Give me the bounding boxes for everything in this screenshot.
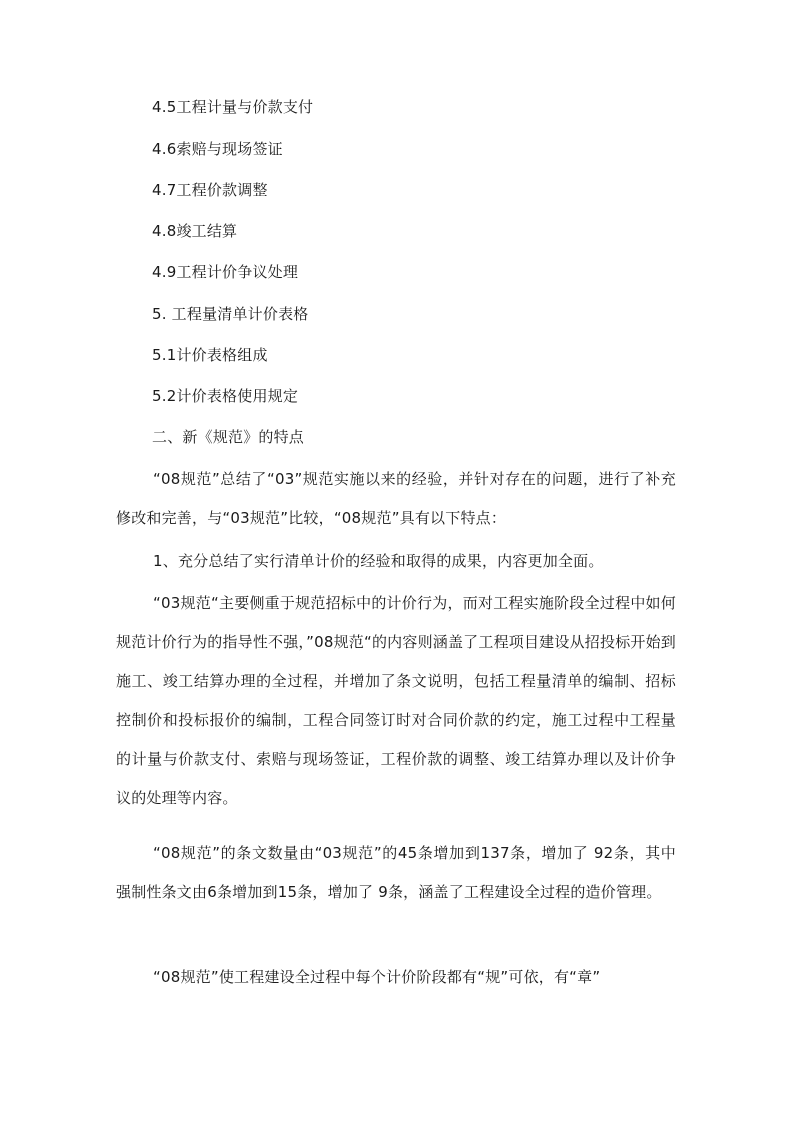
outline-item-4-7: 4.7工程价款调整 xyxy=(152,181,268,199)
outline-item-4-8: 4.8竣工结算 xyxy=(152,222,238,240)
outline-item-4-9: 4.9工程计价争议处理 xyxy=(152,263,299,281)
paragraph-continuation: “08规范”使工程建设全过程中每个计价阶段都有“规”可依，有“章” xyxy=(153,968,601,986)
paragraph-point-1: 1、充分总结了实行清单计价的经验和取得的成果，内容更加全面。 xyxy=(153,552,604,570)
outline-item-4-6: 4.6索赔与现场签证 xyxy=(152,140,283,158)
section-heading: 二、新《规范》的特点 xyxy=(152,428,305,446)
paragraph-article-count: “08规范”的条文数量由“03规范”的45条增加到137条，增加了 92条，其中强制性条文由6条增加到15条，增加了 9条，涵盖了工程建设全过程的造价管理。 xyxy=(116,844,676,901)
outline-item-5: 5. 工程量清单计价表格 xyxy=(152,305,309,323)
outline-item-5-1: 5.1计价表格组成 xyxy=(152,346,268,364)
paragraph-summary: “08规范”总结了“03”规范实施以来的经验，并针对存在的问题，进行了补充修改和完善，与“03规范”比较，“08规范”具有以下特点： xyxy=(116,470,676,527)
paragraph-scope: “03规范“主要侧重于规范招标中的计价行为，而对工程实施阶段全过程中如何规范计价行为的指导性不强，”08规范“的内容则涵盖了工程项目建设从招投标开始到施工、竣工结算办理的全过程，并增加了条文说明，包括工程量清单的编制、招标控制价和投标报价的编制，工程合同签订时对合同价款的约定，施工过程中工程量的计量与价款支付、索赔与现场签证，工程价款的调整、竣工结算办理以及计价争议的处理等内容。 xyxy=(116,594,676,807)
outline-item-4-5: 4.5工程计量与价款支付 xyxy=(152,98,314,116)
outline-item-5-2: 5.2计价表格使用规定 xyxy=(152,387,299,405)
